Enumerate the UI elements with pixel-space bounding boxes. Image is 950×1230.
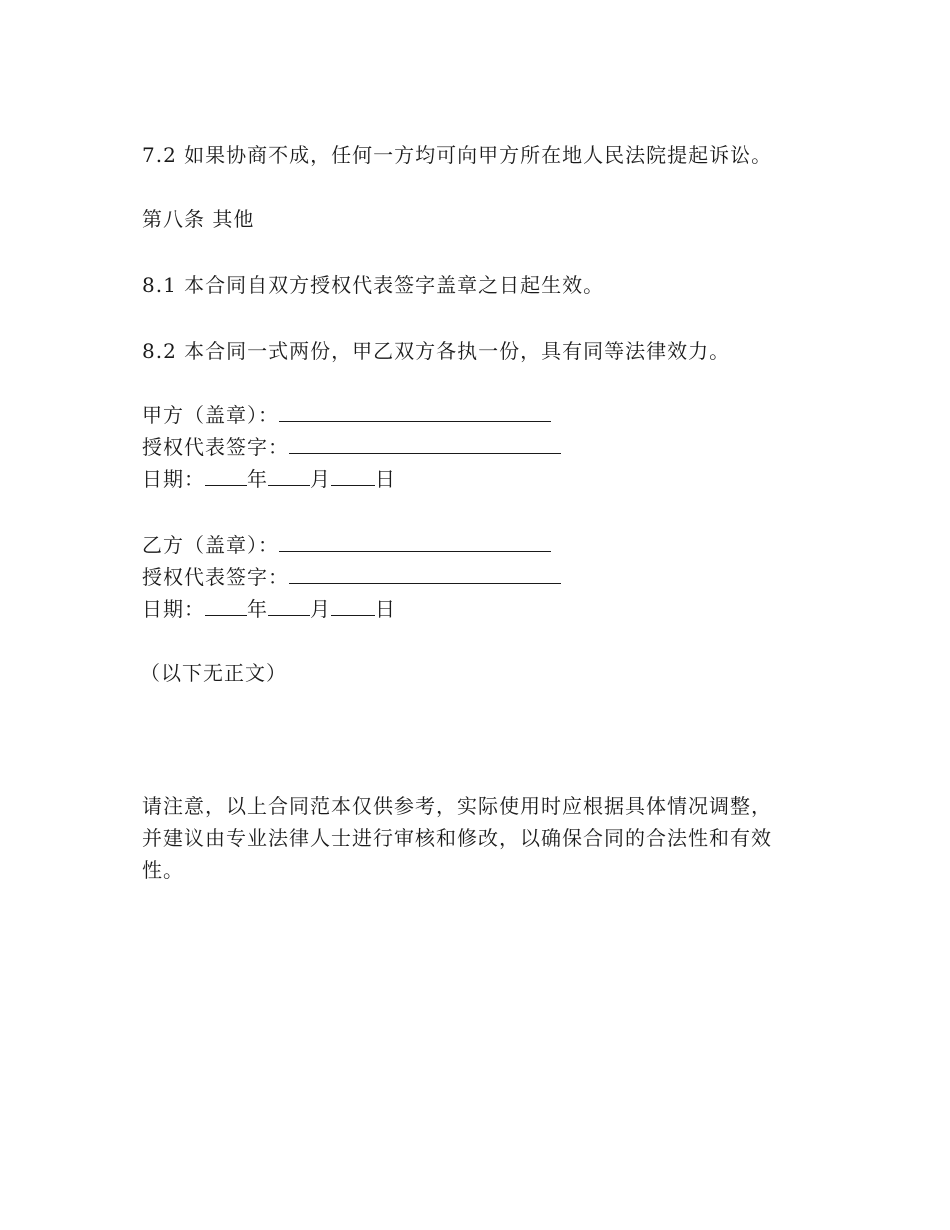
party-b-day-blank[interactable] bbox=[331, 597, 375, 616]
party-a-date-row bbox=[142, 466, 396, 492]
party-a-date-label: 日期： bbox=[142, 467, 205, 491]
disclaimer-paragraph bbox=[142, 790, 802, 886]
article-8-heading: 第八条 其他 bbox=[142, 207, 255, 231]
party-a-year-label: 年 bbox=[247, 467, 268, 491]
party-b-month-blank[interactable] bbox=[268, 597, 310, 616]
disclaimer-line-2: 并建议由专业法律人士进行审核和修改，以确保合同的合法性和有效 bbox=[142, 826, 772, 850]
party-a-year-blank[interactable] bbox=[205, 467, 247, 486]
party-a-day-label: 日 bbox=[375, 467, 396, 491]
party-b-signature-blank[interactable] bbox=[289, 565, 561, 584]
party-b-year-label: 年 bbox=[247, 597, 268, 621]
clause-8-2: 8.2 本合同一式两份，甲乙双方各执一份，具有同等法律效力。 bbox=[142, 339, 731, 363]
party-b-year-blank[interactable] bbox=[205, 597, 247, 616]
party-a-seal-row bbox=[142, 402, 551, 428]
party-b-day-label: 日 bbox=[375, 597, 396, 621]
party-a-signature-blank[interactable] bbox=[289, 435, 561, 454]
clause-8-1: 8.1 本合同自双方授权代表签字盖章之日起生效。 bbox=[142, 273, 605, 297]
party-b-seal-blank[interactable] bbox=[279, 533, 551, 552]
party-a-month-label: 月 bbox=[310, 467, 331, 491]
party-b-date-label: 日期： bbox=[142, 597, 205, 621]
party-a-seal-blank[interactable] bbox=[279, 403, 551, 422]
party-a-seal-label: 甲方（盖章）： bbox=[142, 403, 279, 427]
party-a-signature-label: 授权代表签字： bbox=[142, 435, 289, 459]
disclaimer-line-3: 性。 bbox=[142, 858, 184, 882]
party-b-seal-row bbox=[142, 532, 551, 558]
party-b-month-label: 月 bbox=[310, 597, 331, 621]
clause-7-2: 7.2 如果协商不成，任何一方均可向甲方所在地人民法院提起诉讼。 bbox=[142, 143, 773, 167]
party-a-month-blank[interactable] bbox=[268, 467, 310, 486]
end-of-text-note: （以下无正文） bbox=[140, 661, 287, 685]
disclaimer-line-1: 请注意，以上合同范本仅供参考，实际使用时应根据具体情况调整， bbox=[142, 794, 772, 818]
party-a-day-blank[interactable] bbox=[331, 467, 375, 486]
party-b-date-row bbox=[142, 596, 396, 622]
party-b-signature-label: 授权代表签字： bbox=[142, 565, 289, 589]
party-a-signature-row bbox=[142, 434, 561, 460]
party-b-signature-row bbox=[142, 564, 561, 590]
party-b-seal-label: 乙方（盖章）： bbox=[142, 533, 279, 557]
